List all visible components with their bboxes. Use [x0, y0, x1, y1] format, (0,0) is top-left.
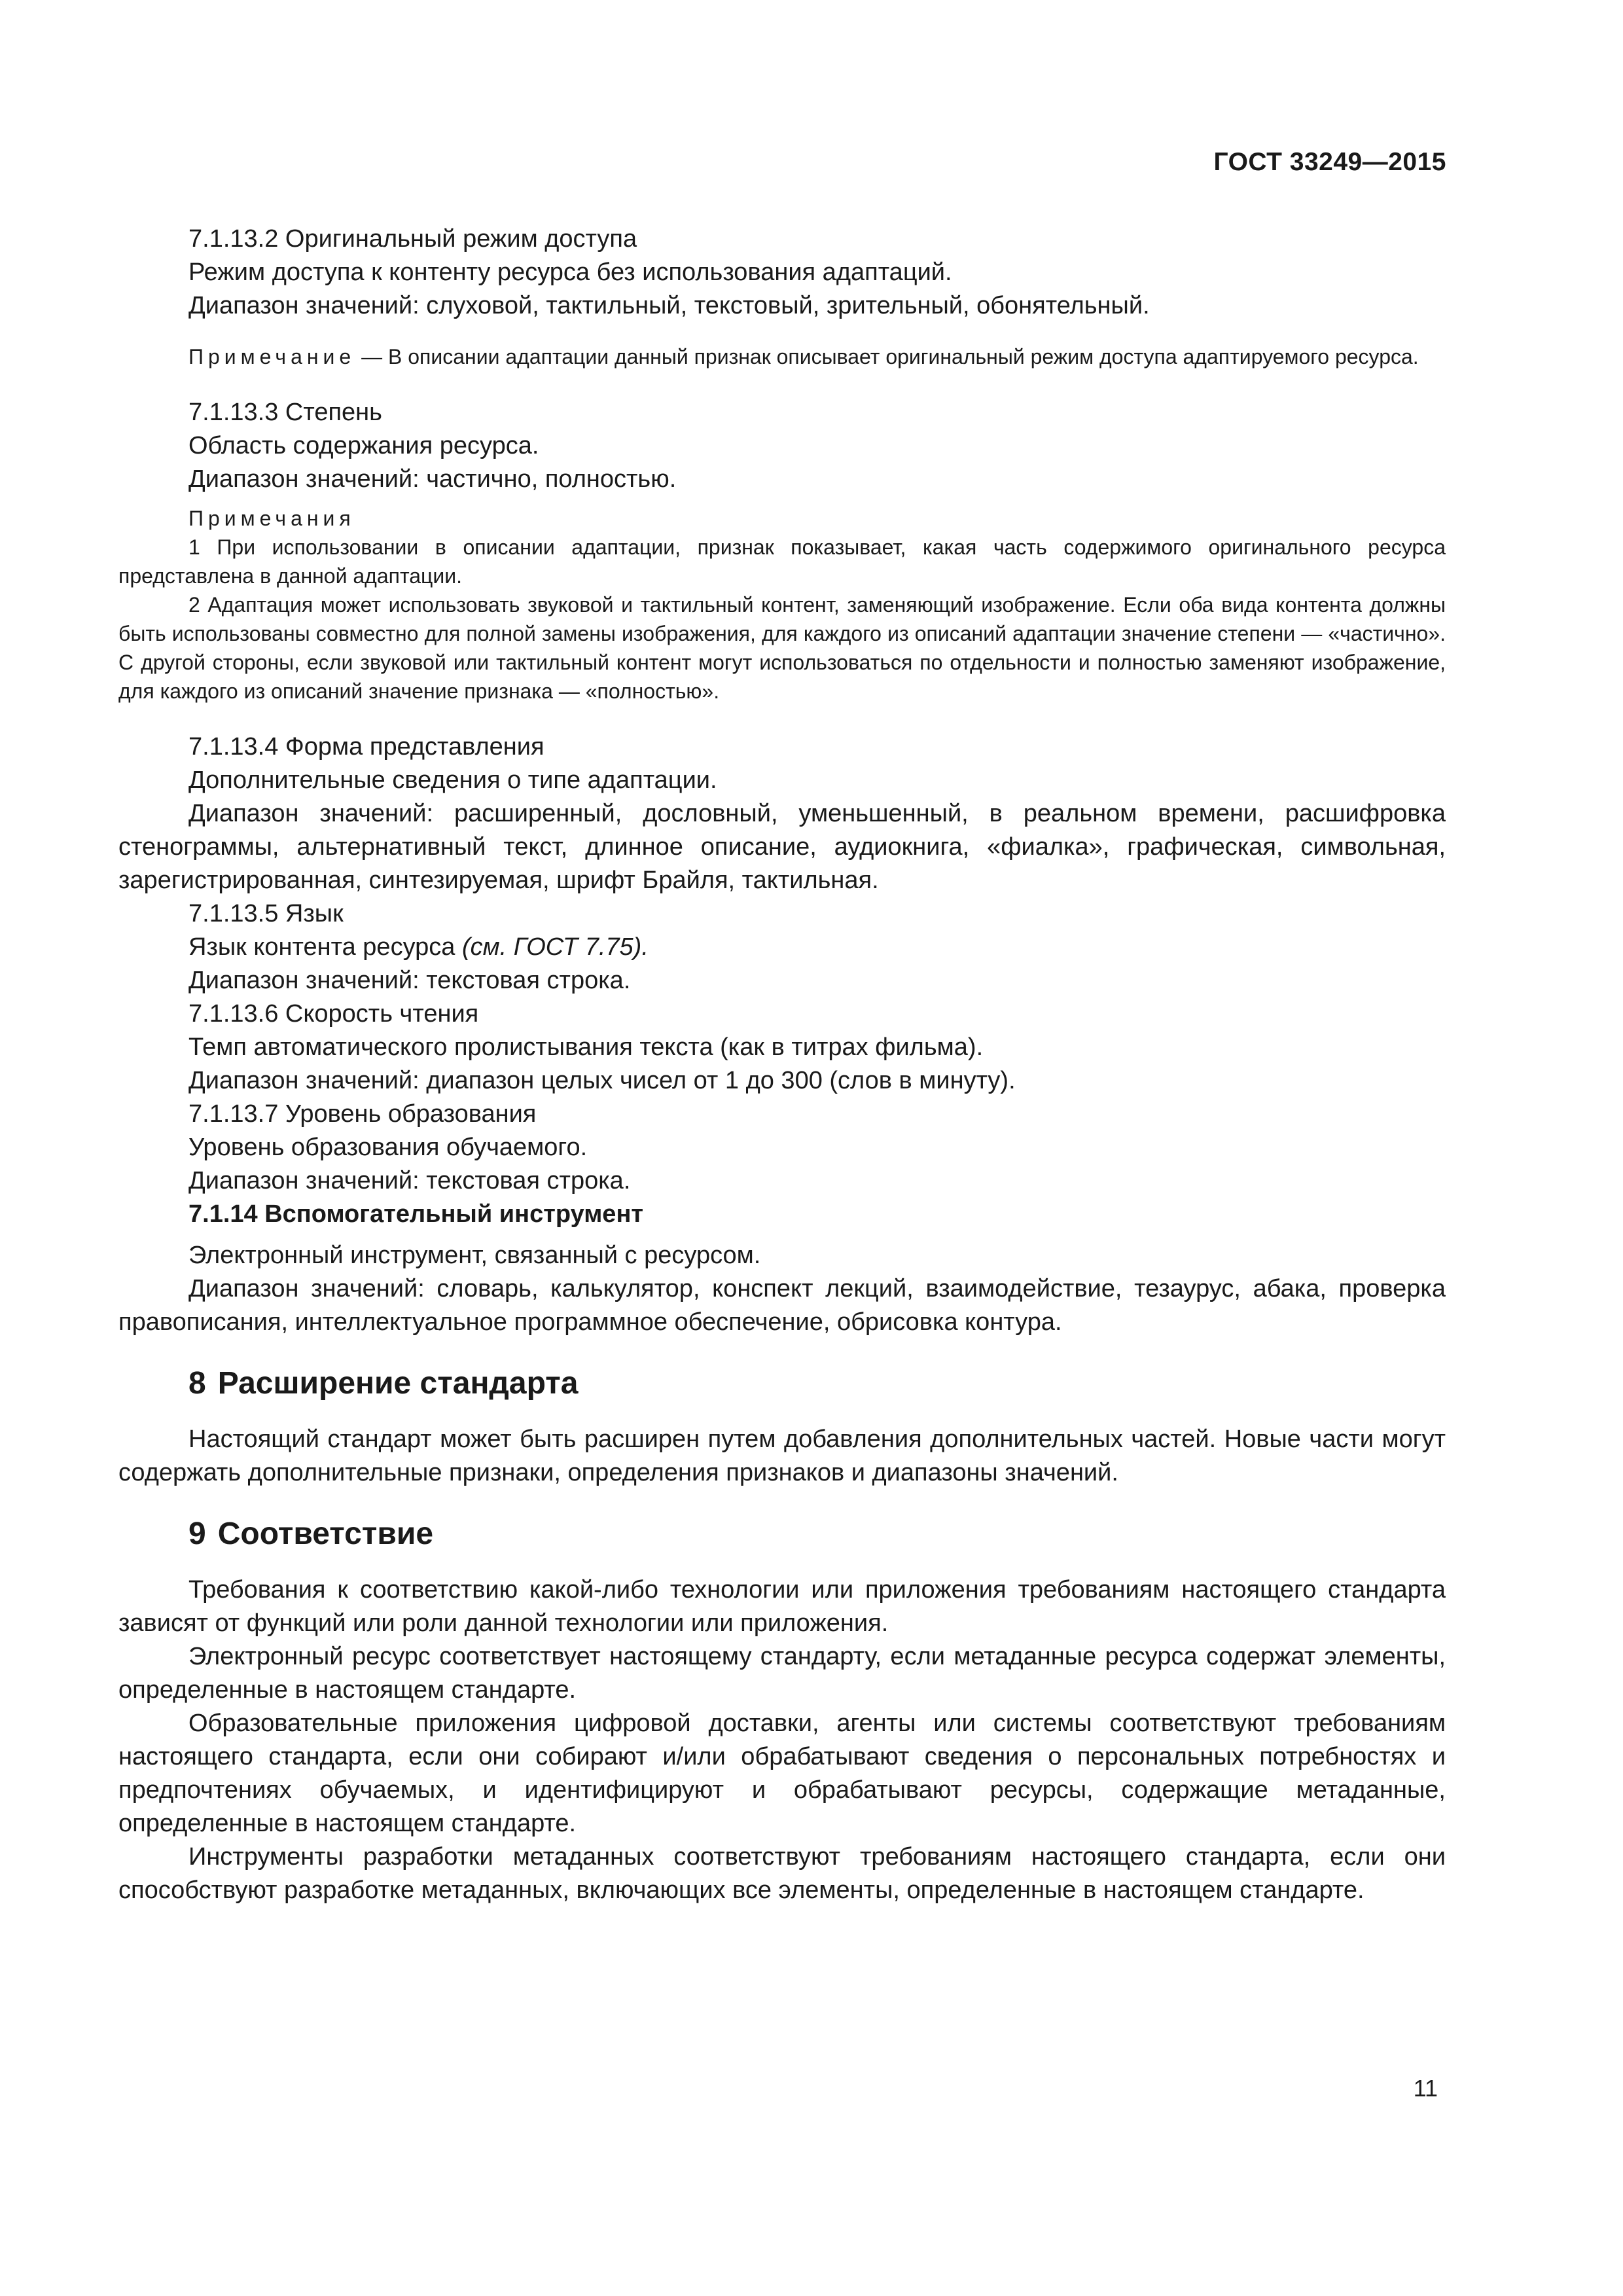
clause-7-1-13-6-title: 7.1.13.6 Скорость чтения	[188, 1000, 479, 1028]
clause-7-1-14-title: 7.1.14 Вспомогательный инструмент	[188, 1200, 644, 1228]
clause-7-1-13-3-notes-label: Примечания	[188, 507, 355, 530]
note-label: Примечание	[188, 345, 356, 368]
section-9-paragraph-3: Образовательные приложения цифровой доставки, агенты или системы соответствуют требованиям настоящего стандарта, если они собирают и/или обрабатывают сведения о персональных потребностях и предпочтениях обучаемых, и идентифицируют и обрабатывают ресурсы, содержащие метаданные, определенные в настоящем стандарте.	[118, 1710, 1446, 1837]
clause-7-1-13-3-note-2: 2 Адаптация может использовать звуковой и тактильный контент, заменяющий изображение. Если оба вида контента должны быть использованы совместно для полной замены изображения, для каждого из описаний адаптации значение степени — «частично». С другой стороны, если звуковой или тактильный контент могут использоваться по отдельности и полностью заменяют изображение, для каждого из описаний значение признака — «полностью».	[118, 593, 1446, 703]
clause-7-1-13-3-range: Диапазон значений: частично, полностью.	[188, 465, 677, 493]
page-content	[118, 223, 1446, 1907]
clause-7-1-14-range: Диапазон значений: словарь, калькулятор, конспект лекций, взаимодействие, тезаурус, абака, проверка правописания, интеллектуальное программное обеспечение, обрисовка контура.	[118, 1275, 1446, 1336]
clause-7-1-13-2-range: Диапазон значений: слуховой, тактильный, текстовый, зрительный, обонятельный.	[188, 292, 1150, 319]
clause-7-1-13-7-desc: Уровень образования обучаемого.	[188, 1134, 588, 1161]
section-8-heading	[118, 1364, 1446, 1403]
clause-7-1-13-3-desc: Область содержания ресурса.	[188, 432, 539, 459]
clause-7-1-13-4-desc: Дополнительные сведения о типе адаптации.	[188, 766, 717, 794]
document-id-header: ГОСТ 33249—2015	[1213, 148, 1446, 176]
clause-7-1-13-5-desc	[118, 931, 1446, 964]
clause-7-1-13-6-desc: Темп автоматического пролистывания текста (как в титрах фильма).	[188, 1033, 984, 1061]
section-number: 9	[188, 1516, 206, 1551]
standard-reference: (см. ГОСТ 7.75).	[461, 933, 649, 961]
clause-7-1-13-5-range: Диапазон значений: текстовая строка.	[188, 967, 631, 994]
clause-desc-text: Язык контента ресурса	[188, 933, 462, 961]
section-8-paragraph-1: Настоящий стандарт может быть расширен путем добавления дополнительных частей. Новые части могут содержать дополнительные признаки, определения признаков и диапазоны значений.	[118, 1426, 1446, 1486]
page-number: 11	[1413, 2075, 1438, 2102]
section-9-paragraph-4: Инструменты разработки метаданных соответствуют требованиям настоящего стандарта, если они способствуют разработке метаданных, включающих все элементы, определенные в настоящем стандарте.	[118, 1843, 1446, 1904]
clause-7-1-13-7-range: Диапазон значений: текстовая строка.	[188, 1167, 631, 1194]
clause-7-1-13-4-range: Диапазон значений: расширенный, дословный, уменьшенный, в реальном времени, расшифровка стенограммы, альтернативный текст, длинное описание, аудиокнига, «фиалка», графическая, символьная, зарегистрированная, синтезируемая, шрифт Брайля, тактильная.	[118, 800, 1446, 894]
section-title: Расширение стандарта	[217, 1366, 579, 1401]
section-9-paragraph-1: Требования к соответствию какой-либо технологии или приложения требованиям настоящего стандарта зависят от функций или роли данной технологии или приложения.	[118, 1576, 1446, 1637]
section-title: Соответствие	[217, 1516, 434, 1551]
clause-7-1-13-5-title: 7.1.13.5 Язык	[188, 900, 344, 927]
note-text: — В описании адаптации данный признак описывает оригинальный режим доступа адаптируемого ресурса.	[355, 345, 1419, 368]
clause-7-1-13-2-note	[118, 342, 1446, 371]
clause-7-1-13-7-title: 7.1.13.7 Уровень образования	[188, 1100, 537, 1128]
section-9-heading	[118, 1515, 1446, 1554]
clause-7-1-13-6-range: Диапазон значений: диапазон целых чисел от 1 до 300 (слов в минуту).	[188, 1067, 1016, 1094]
clause-7-1-13-3-title: 7.1.13.3 Степень	[188, 399, 382, 426]
clause-7-1-13-4-title: 7.1.13.4 Форма представления	[188, 733, 544, 761]
section-9-paragraph-2: Электронный ресурс соответствует настоящему стандарту, если метаданные ресурса содержат элементы, определенные в настоящем стандарте.	[118, 1643, 1446, 1704]
clause-7-1-13-3-note-1: 1 При использовании в описании адаптации, признак показывает, какая часть содержимого оригинального ресурса представлена в данной адаптации.	[118, 535, 1446, 588]
clause-7-1-13-2-title: 7.1.13.2 Оригинальный режим доступа	[188, 225, 637, 253]
clause-7-1-14-desc: Электронный инструмент, связанный с ресурсом.	[188, 1242, 761, 1269]
clause-7-1-13-2-desc: Режим доступа к контенту ресурса без использования адаптаций.	[188, 259, 952, 286]
section-number: 8	[188, 1366, 206, 1401]
